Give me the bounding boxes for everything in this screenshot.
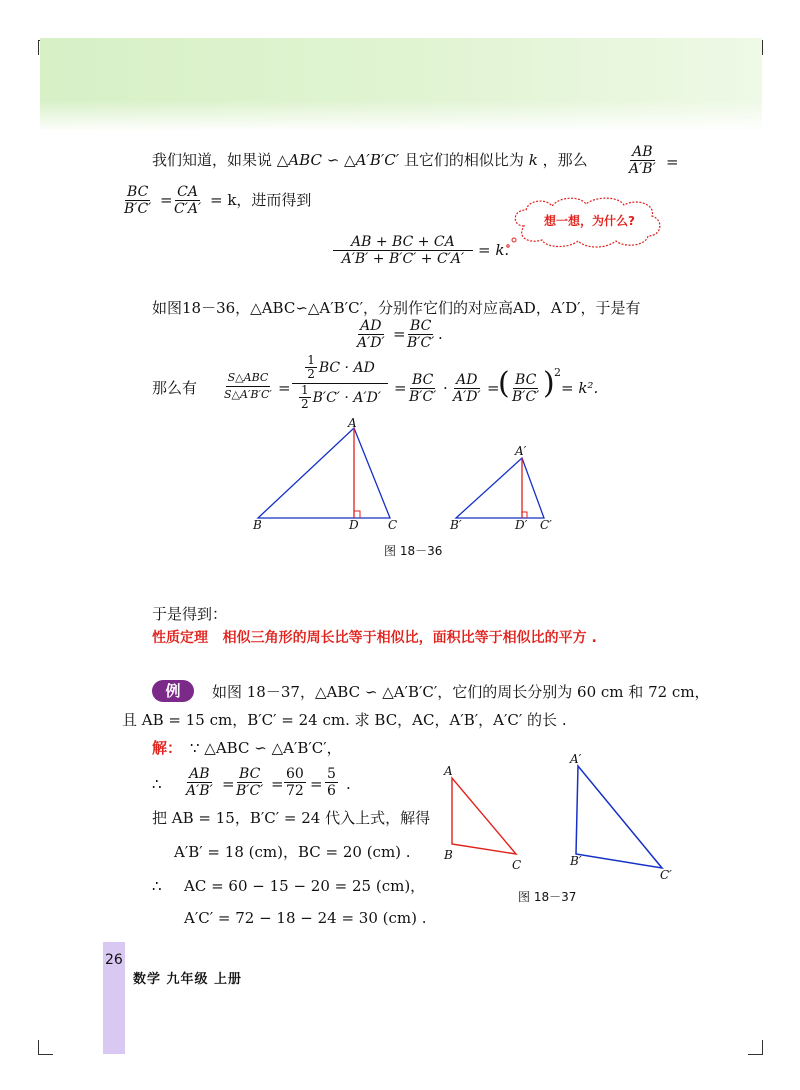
- sol-60: 60: [286, 766, 304, 782]
- label-c: C: [388, 518, 398, 532]
- crop-mark-bottom-right: [748, 1040, 763, 1055]
- dot-1: ·: [443, 379, 448, 397]
- theorem-label: 性质定理: [152, 630, 208, 646]
- frac-ad-num: AD: [360, 318, 382, 334]
- sum-tail: = k.: [478, 241, 510, 259]
- figure-18-36: [250, 420, 570, 532]
- example-line-1: 如图 18－37，△ABC ∽ △A′B′C′，它们的周长分别为 60 cm 和 72 cm，: [212, 683, 710, 701]
- sol-5: 5: [327, 766, 336, 782]
- frac-bc-4: [510, 372, 541, 405]
- frac-bc-den: B′C′: [124, 201, 152, 217]
- half-num-2: 1: [300, 383, 309, 397]
- frac-ab-num: AB: [632, 144, 653, 160]
- example-line-2: 且 AB = 15 cm，B′C′ = 24 cm. 求 BC，AC，A′B′，A′C′ 的长 .: [122, 711, 567, 729]
- frac-bc2-den: B′C′: [407, 335, 435, 351]
- label-ap-37: A′: [570, 752, 582, 766]
- sol-frac-ab: [184, 766, 215, 799]
- label-a-37: A: [444, 764, 453, 778]
- frac-ca-den: C′A′: [174, 201, 202, 217]
- half-bc: BC · AD: [318, 359, 375, 376]
- frac-ad-2: [451, 372, 483, 405]
- figure-18-37: [440, 760, 680, 880]
- eq-sign-8: =: [271, 775, 284, 793]
- label-dp: D′: [515, 518, 528, 532]
- sol-6: 6: [327, 783, 336, 799]
- theorem-text: 相似三角形的周长比等于相似比，面积比等于相似比的平方 .: [222, 630, 597, 646]
- footer-title: 数学 九年级 上册: [133, 972, 243, 987]
- label-bp-37: B′: [570, 854, 582, 868]
- frac-bc-2: [405, 318, 436, 351]
- label-cp-37: C′: [660, 868, 672, 882]
- sum-den: A′B′ + B′C′ + C′A′: [341, 251, 465, 267]
- caption-18-36: 图 18－36: [384, 544, 443, 558]
- eq-sign-1: =: [666, 153, 679, 171]
- eq-sign-4: =: [278, 379, 291, 397]
- frac-ad2-den: A′D′: [453, 389, 481, 405]
- sol-ab-den: A′B′: [186, 783, 213, 799]
- label-d: D: [349, 518, 359, 532]
- area-den: S△A′B′C′: [224, 388, 272, 401]
- sol-result-1: A′B′ = 18 (cm)，BC = 20 (cm) .: [174, 843, 411, 861]
- solution-label: 解：: [152, 739, 183, 757]
- eq-sign-7: =: [222, 775, 235, 793]
- sol-result-3: A′C′ = 72 − 18 − 24 = 30 (cm) .: [184, 909, 427, 927]
- intro-text-3: ，那么: [542, 151, 588, 169]
- half-den-1: 2: [307, 367, 315, 381]
- frac-ca-num: CA: [177, 184, 198, 200]
- sol-bc-den: B′C′: [236, 783, 264, 799]
- sol-ab-num: AB: [189, 766, 210, 782]
- theorem: [152, 628, 597, 648]
- then-label: 那么有: [152, 379, 198, 397]
- eq-sign-3: =: [393, 325, 406, 343]
- header-banner-fade: [40, 100, 762, 132]
- half-bpcp: B′C′ · A′D′: [312, 389, 382, 406]
- frac-bc2-num: BC: [410, 318, 432, 334]
- paren-open: (: [498, 366, 510, 401]
- page-number: 26: [105, 952, 123, 968]
- conclusion-text: 于是得到：: [152, 605, 228, 623]
- sum-fraction: [333, 234, 473, 267]
- triangle-abc: [258, 428, 390, 518]
- frac-ad-den: A′D′: [357, 335, 385, 351]
- triangle-abc-37: [452, 778, 516, 854]
- therefore-1: ∴: [152, 775, 162, 793]
- intro-text-2: 且它们的相似比为: [403, 151, 524, 169]
- frac-bc: [122, 184, 153, 217]
- label-b-37: B: [444, 848, 453, 862]
- half-num-1: 1: [307, 353, 315, 367]
- intro-relation: △ABC ∽ △A′B′C′: [276, 151, 400, 169]
- square-exp: 2: [554, 366, 561, 379]
- label-a: A: [348, 416, 357, 430]
- intro-k: k: [528, 151, 538, 169]
- sol-bc-num: BC: [239, 766, 261, 782]
- half-den-2: 2: [300, 397, 309, 411]
- intro-line: [152, 150, 588, 170]
- frac-bc-num: BC: [127, 184, 149, 200]
- triangle-apbpcp-37: [576, 766, 662, 868]
- half-fraction: [292, 354, 388, 411]
- ad-tail: .: [438, 325, 443, 343]
- area-num: S△ABC: [226, 370, 271, 387]
- eq-sign-2: =: [160, 191, 173, 209]
- sol-substitute: 把 AB = 15，B′C′ = 24 代入上式，解得: [152, 809, 431, 827]
- frac-bc4-num: BC: [515, 372, 537, 388]
- sol-frac-bc: [234, 766, 265, 799]
- label-b: B: [253, 518, 262, 532]
- paren-close: ): [543, 366, 555, 401]
- sol-frac-5-6: [325, 766, 338, 799]
- frac-bc3-den: B′C′: [409, 389, 437, 405]
- intro-text-1: 我们知道，如果说: [152, 151, 273, 169]
- fig36-text: 如图18－36，△ABC∽△A′B′C′，分别作它们的对应高AD，A′D′，于是有: [152, 299, 641, 317]
- solution-because: ∵ △ABC ∽ △A′B′C′，: [190, 739, 342, 757]
- area-frac: [222, 370, 274, 403]
- label-ap: A′: [515, 444, 527, 458]
- label-bp: B′: [450, 518, 462, 532]
- eq-sign-9: =: [310, 775, 323, 793]
- frac-bc-3: [407, 372, 438, 405]
- example-badge: 例: [152, 680, 194, 702]
- caption-18-37: 图 18－37: [518, 890, 577, 904]
- sol-72: 72: [286, 783, 304, 799]
- label-cp: C′: [540, 518, 552, 532]
- eq-sign-5: =: [394, 379, 407, 397]
- eq-k-text: = k，进而得到: [210, 191, 312, 209]
- frac-ad2-num: AD: [456, 372, 478, 388]
- sol-result-2: AC = 60 − 15 − 20 = 25 (cm)，: [184, 877, 426, 895]
- frac-ad: [355, 318, 387, 351]
- sol-frac-60-72: [284, 766, 306, 799]
- frac-bc3-num: BC: [412, 372, 434, 388]
- cloud-text: 想一想，为什么?: [544, 214, 635, 228]
- crop-mark-bottom-left: [38, 1040, 53, 1055]
- right-angle-d: [354, 511, 360, 518]
- k-squared: = k².: [561, 379, 599, 397]
- frac-ca: [172, 184, 203, 217]
- frac-bc4-den: B′C′: [512, 389, 540, 405]
- therefore-2: ∴: [152, 877, 162, 895]
- eq-sign-6: =: [487, 379, 500, 397]
- frac-ab: [627, 144, 658, 177]
- frac-ab-den: A′B′: [629, 161, 656, 177]
- sol-period: .: [346, 775, 351, 793]
- triangle-apbpcp: [456, 458, 544, 518]
- sum-num: AB + BC + CA: [333, 234, 473, 251]
- label-c-37: C: [512, 858, 522, 872]
